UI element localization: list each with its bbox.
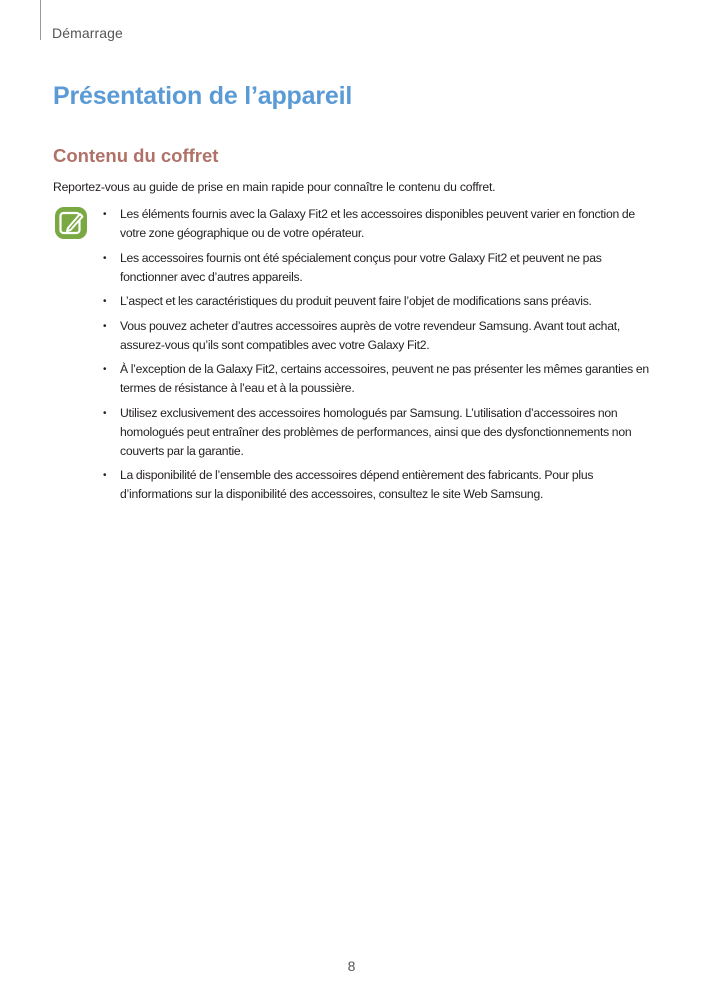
page-number: 8 (347, 958, 356, 974)
note-item (103, 317, 651, 355)
bullet-icon: • (103, 407, 107, 419)
note-pencil-icon (54, 206, 88, 240)
note-item-text: L’aspect et les caractéristiques du produit peuvent faire l’objet de modifications sans préavis. (120, 294, 592, 308)
note-item (103, 249, 651, 287)
note-item (103, 292, 651, 311)
note-item (103, 360, 651, 398)
page-title: Présentation de l’appareil (53, 82, 353, 110)
note-item-text: Les éléments fournis avec la Galaxy Fit2 et les accessoires disponibles peuvent varier en fonction de votre zone géographique ou de votre opérateur. (120, 207, 635, 240)
bullet-icon: • (103, 252, 107, 264)
bullet-icon: • (103, 320, 107, 332)
note-item-text: La disponibilité de l’ensemble des accessoires dépend entièrement des fabricants. Pour plus d’informations sur la disponibilité des accessoires, consultez le site Web Samsung. (120, 468, 594, 501)
note-item (103, 205, 651, 243)
note-item (103, 466, 651, 504)
bullet-icon: • (103, 209, 107, 220)
section-title: Contenu du coffret (53, 145, 219, 166)
note-list (103, 205, 651, 510)
note-item-text: Vous pouvez acheter d’autres accessoires auprès de votre revendeur Samsung. Avant tout achat, assurez-vous qu’ils sont compatibles avec votre Galaxy Fit2. (120, 318, 621, 352)
note-item-text: Les accessoires fournis ont été spécialement conçus pour votre Galaxy Fit2 et peuvent ne pas fonctionner avec d’autres appareils. (120, 250, 602, 284)
note-item (103, 404, 651, 461)
note-item-text: Utilisez exclusivement des accessoires homologués par Samsung. L’utilisation d’accessoires non homologués peut entraîner des problèmes de performances, ainsi que des dysfonctionnements non couverts par la garantie. (120, 405, 632, 458)
note-item-text: À l’exception de la Galaxy Fit2, certains accessoires, peuvent ne pas présenter les mêmes garanties en termes de résistance à l’eau et à la poussière. (120, 362, 649, 395)
bullet-icon: • (103, 470, 107, 481)
bullet-icon: • (103, 296, 107, 307)
bullet-icon: • (103, 364, 107, 375)
margin-rule (40, 0, 41, 40)
breadcrumb: Démarrage (52, 25, 123, 41)
section-intro: Reportez-vous au guide de prise en main rapide pour connaître le contenu du coffret. (53, 180, 496, 194)
